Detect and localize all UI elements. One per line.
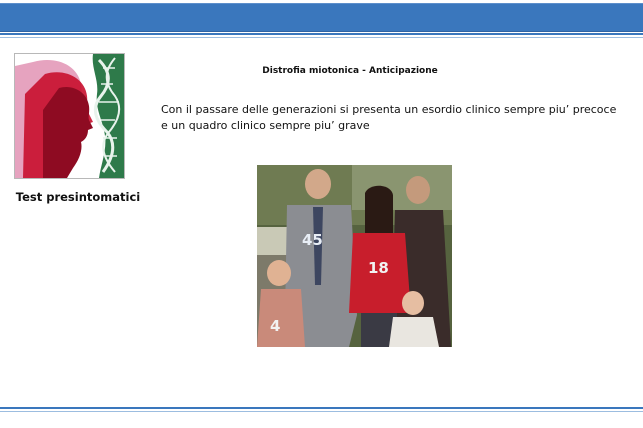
sidebar-caption: Test presintomatici [15,190,141,204]
age-label-45: 45 [302,231,323,249]
genetics-logo [14,53,125,179]
age-label-18: 18 [368,259,389,277]
age-label-4: 4 [270,317,281,335]
header-rule-thin [0,37,643,38]
footer-rule-thin [0,411,643,412]
header-bar [0,3,643,32]
body-line-2: e un quadro clinico sempre piu’ grave [161,119,370,132]
footer-rule [0,407,643,409]
family-photo [257,165,452,347]
body-line-1: Con il passare delle generazioni si presenta un esordio clinico sempre piu’ precoce [161,103,617,116]
family-photo-image [257,165,452,347]
header-rule [0,33,643,35]
slide-body-text [161,102,621,134]
profile-faces-icon [15,54,124,178]
slide-title: Distrofia miotonica - Anticipazione [262,66,438,76]
